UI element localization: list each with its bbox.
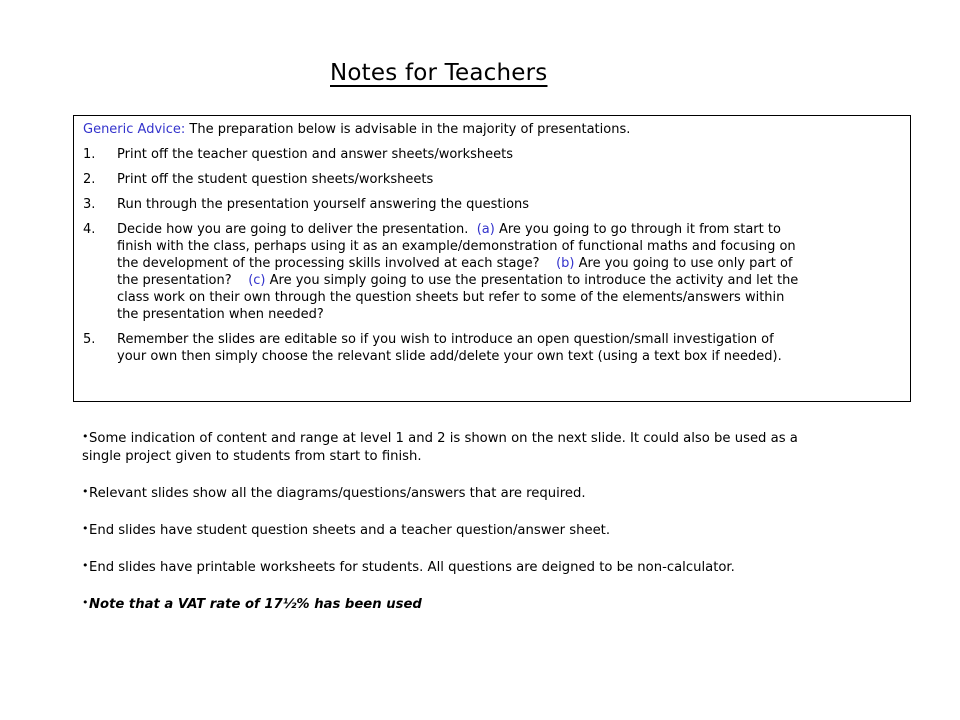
step-line-3-pre: the development of the processing skills involved at each stage? <box>117 256 540 271</box>
note-text: Some indication of content and range at level 1 and 2 is shown on the next slide. It could also be used as a <box>89 431 798 446</box>
note-text: End slides have printable worksheets for students. All questions are deigned to be non-calculator. <box>89 560 735 575</box>
step-line-5: class work on their own through the question sheets but refer to some of the elements/answers within <box>117 290 785 305</box>
step-number: 4. <box>83 222 96 237</box>
note-end-slides-sheets <box>82 520 912 540</box>
note-line-1 <box>82 483 912 503</box>
step-line-2: finish with the class, perhaps using it as an example/demonstration of functional maths and focusing on <box>117 239 796 254</box>
bullet-icon: • <box>82 559 89 572</box>
note-content-range <box>82 428 912 466</box>
step-number: 1. <box>83 147 96 162</box>
note-end-slides-worksheets <box>82 557 912 577</box>
step-number: 3. <box>83 197 96 212</box>
step-line-4-pre: the presentation? <box>117 273 232 288</box>
step-line-1: Remember the slides are editable so if you wish to introduce an open question/small investigation of <box>117 332 774 347</box>
advice-label: Generic Advice: <box>83 122 186 137</box>
advice-step-1 <box>83 146 904 163</box>
advice-intro <box>83 121 904 138</box>
generic-advice-box <box>73 115 911 402</box>
bullet-icon: • <box>82 522 89 535</box>
bullet-icon: • <box>82 430 89 443</box>
advice-step-2 <box>83 171 904 188</box>
step-text: Print off the student question sheets/worksheets <box>117 172 434 187</box>
step-text: Run through the presentation yourself answering the questions <box>117 197 530 212</box>
step-text: Print off the teacher question and answer sheets/worksheets <box>117 147 514 162</box>
step-number: 2. <box>83 172 96 187</box>
option-c-label: (c) <box>248 273 266 288</box>
advice-intro-text: The preparation below is advisable in the majority of presentations. <box>185 122 631 137</box>
step-line-1 <box>117 221 904 238</box>
note-text: Relevant slides show all the diagrams/questions/answers that are required. <box>89 486 586 501</box>
step-line-6: the presentation when needed? <box>117 307 324 322</box>
note-vat-rate <box>82 594 912 614</box>
advice-step-3 <box>83 196 904 213</box>
option-b-text: Are you going to use only part of <box>574 256 793 271</box>
advice-step-4 <box>83 221 904 323</box>
notes-list <box>82 428 912 631</box>
option-c-text: Are you simply going to use the presentation to introduce the activity and let the <box>265 273 799 288</box>
note-relevant-slides <box>82 483 912 503</box>
note-line-2: single project given to students from start to finish. <box>82 449 422 464</box>
note-line-1 <box>82 557 912 577</box>
bullet-icon: • <box>82 596 89 609</box>
advice-steps-list <box>83 146 904 365</box>
option-a-text: Are you going to go through it from start to <box>494 222 781 237</box>
step-line-3 <box>117 255 904 272</box>
note-line-1 <box>82 520 912 540</box>
step-lead: Decide how you are going to deliver the presentation. <box>117 222 469 237</box>
advice-step-5 <box>83 331 904 365</box>
note-line-1 <box>82 428 912 448</box>
option-b-label: (b) <box>556 256 575 271</box>
note-text: End slides have student question sheets and a teacher question/answer sheet. <box>89 523 611 538</box>
page-title: Notes for Teachers <box>330 60 548 86</box>
note-line-1 <box>82 594 912 614</box>
step-line-2: your own then simply choose the relevant slide add/delete your own text (using a text box if needed). <box>117 349 782 364</box>
bullet-icon: • <box>82 485 89 498</box>
step-line-4 <box>117 272 904 289</box>
option-a-label: (a) <box>476 222 495 237</box>
step-number: 5. <box>83 332 96 347</box>
note-text: Note that a VAT rate of 17½% has been used <box>89 597 422 612</box>
